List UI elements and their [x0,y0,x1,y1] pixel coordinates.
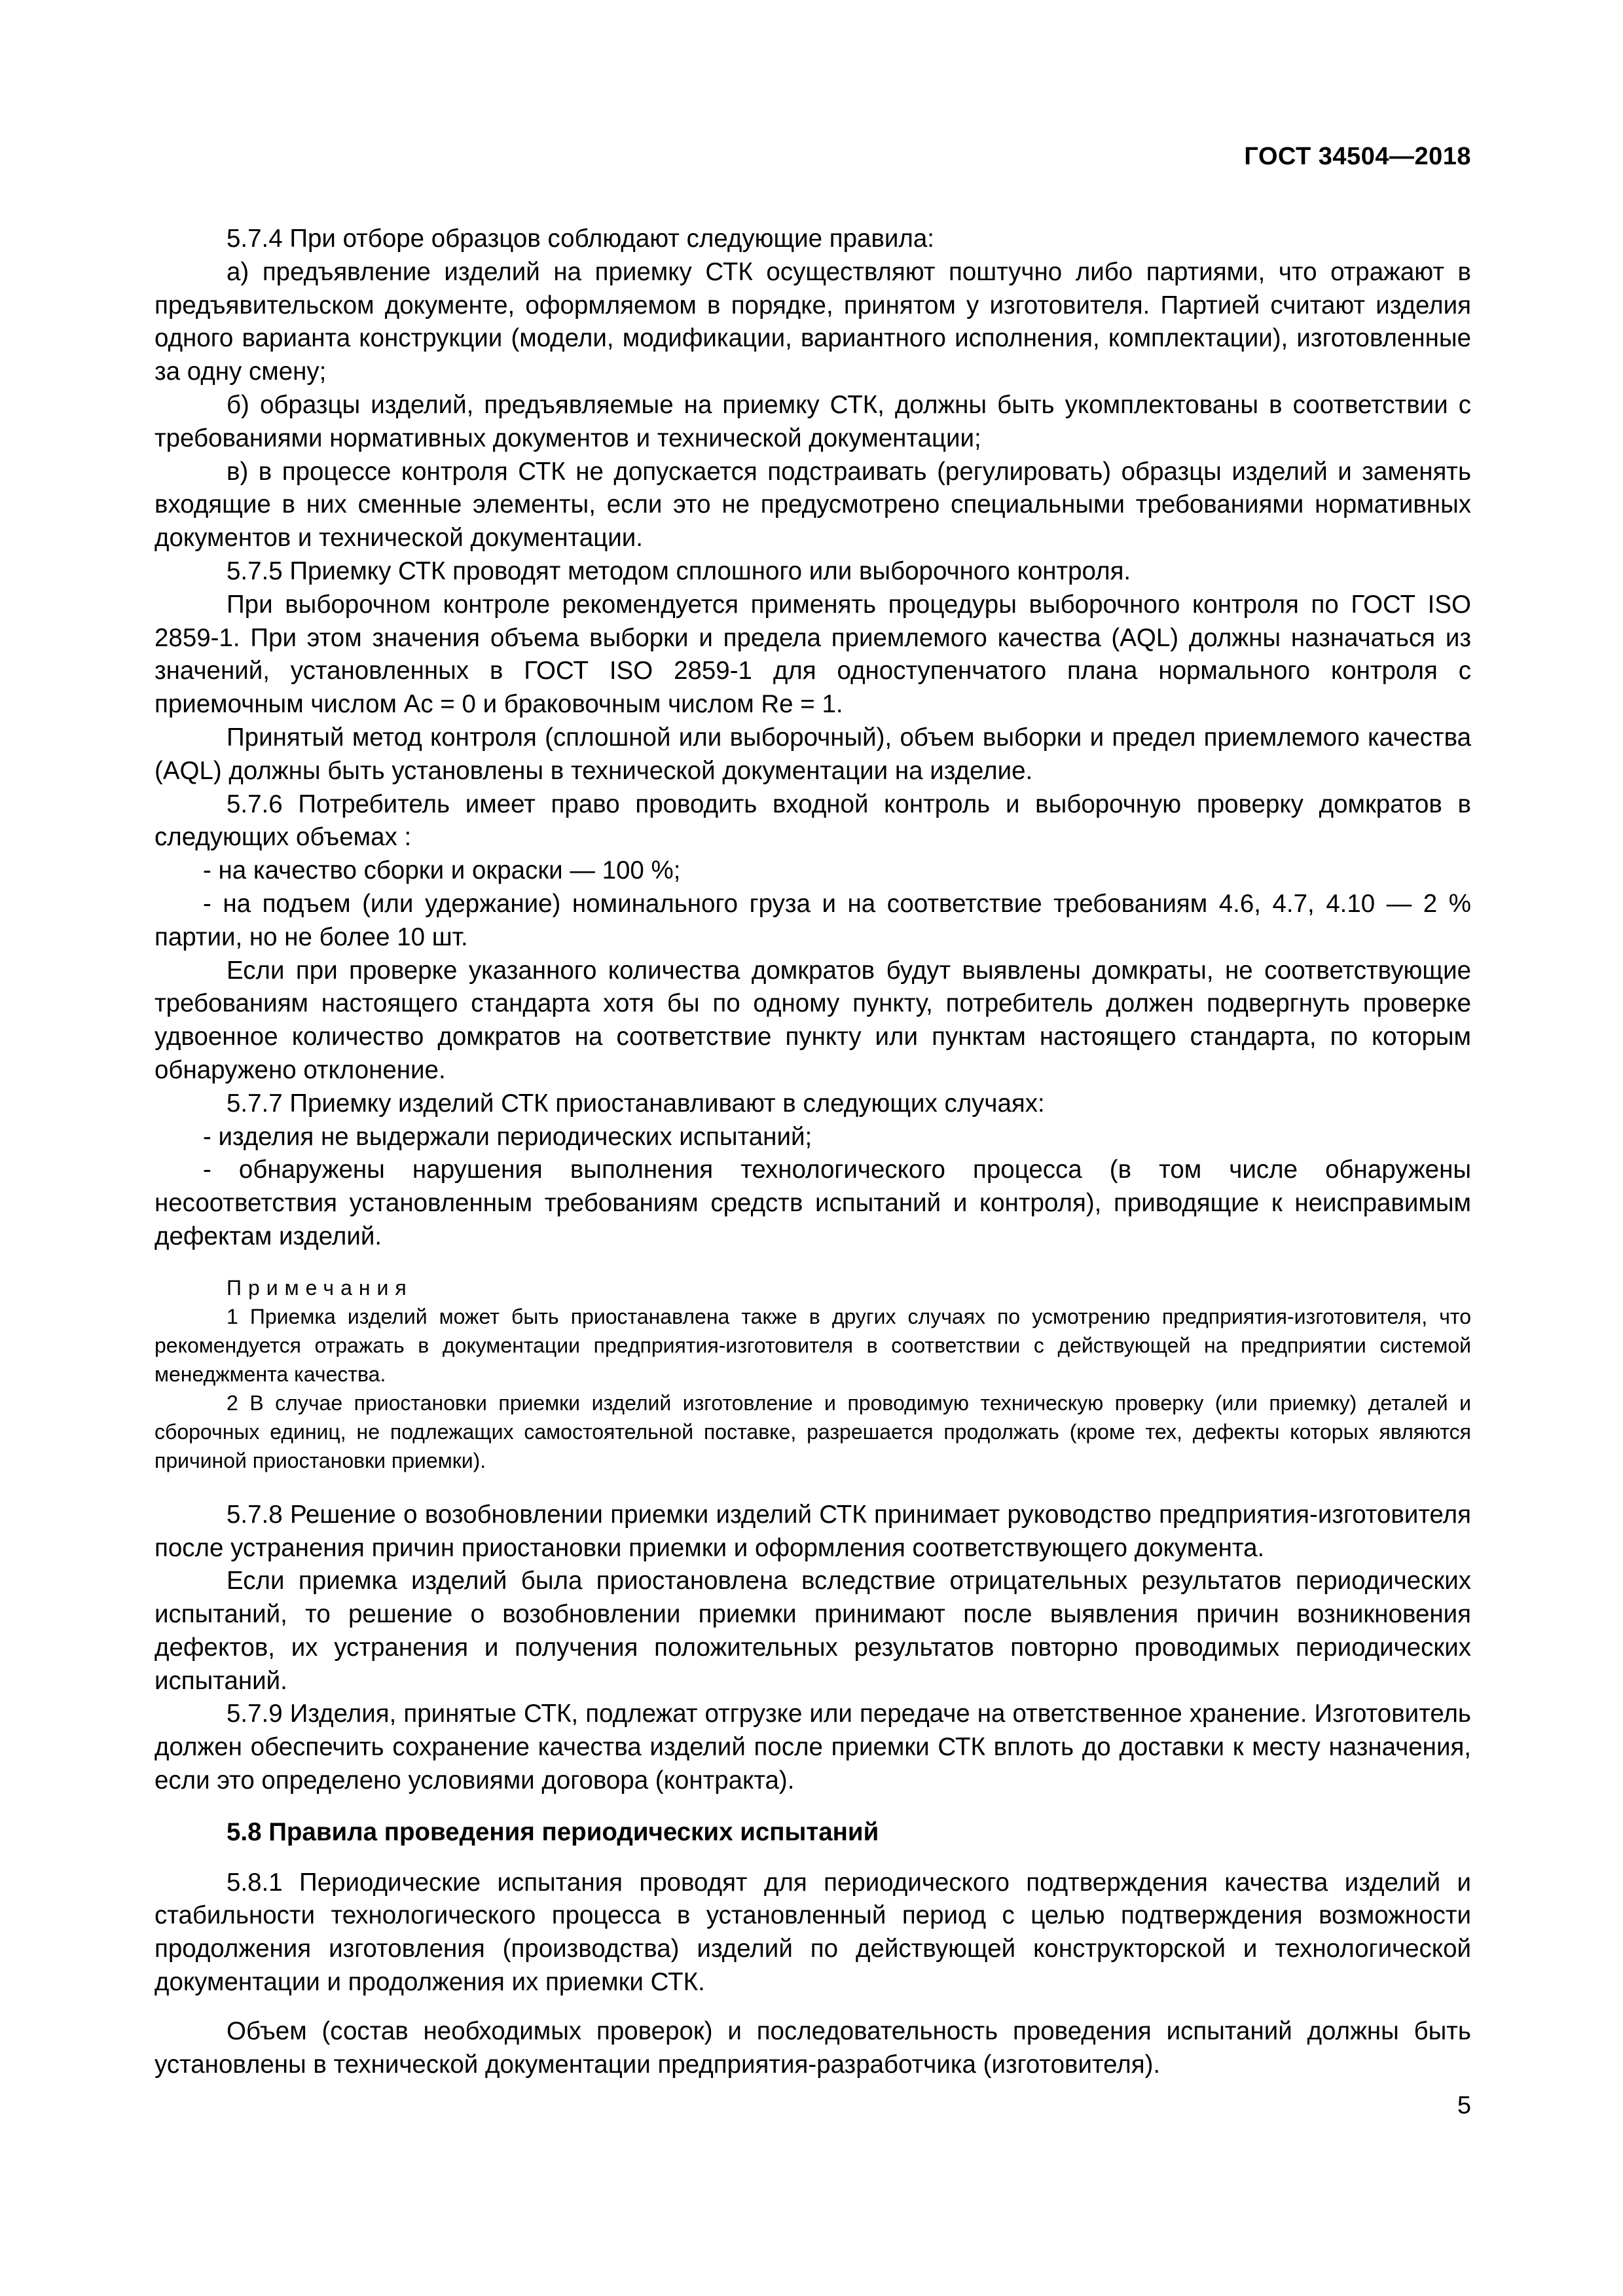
document-body [155,223,1471,2081]
clause-5-7-9: 5.7.9 Изделия, принятые СТК, подлежат отгрузке или передаче на ответственное хранение. Изготовитель должен обеспечить сохранение качества изделий после приемки СТК вплоть до доставки к месту назначения, если это определено условиями договора (контракта). [155,1700,1471,1795]
clause-5-7-4: 5.7.4 При отборе образцов соблюдают следующие правила: [227,225,934,253]
list-item-process-violation: - обнаружены нарушения выполнения технологического процесса (в том числе обнаружены несоответствия установленным требованиям средств испытаний и контроля), приводящие к неисправимым дефектам изделий. [155,1156,1471,1250]
notes-block [155,1273,1471,1475]
clause-5-7-6: 5.7.6 Потребитель имеет право проводить входной контроль и выборочную проверку домкратов в следующих объемах : [155,790,1471,852]
clause-5-8-1: 5.8.1 Периодические испытания проводят для периодического подтверждения качества изделий и стабильности технологического процесса в установленный период с целью подтверждения возможности продолжения изготовления (производства) изделий по действующей конструкторской и технологической документации и продолжения их приемки СТК. [155,1868,1471,1997]
clause-5-7-8: 5.7.8 Решение о возобновлении приемки изделий СТК принимает руководство предприятия-изготовителя после устранения причин приостановки приемки и оформления соответствующего документа. [155,1500,1471,1562]
section-5-8-heading: 5.8 Правила проведения периодических испытаний [227,1817,879,1846]
page-number: 5 [1457,2092,1471,2119]
list-item-assembly: - на качество сборки и окраски — 100 %; [203,856,681,885]
document-number-header: ГОСТ 34504—2018 [1244,143,1471,170]
paragraph-control-method: Принятый метод контроля (сплошной или выборочный), объем выборки и предел приемлемого качества (AQL) должны быть установлены в технической документации на изделие. [155,723,1471,785]
paragraph-nonconformity: Если при проверке указанного количества домкратов будут выявлены домкраты, не соответствующие требованиям настоящего стандарта хотя бы по одному пункту, потребитель должен подвергнуть проверке удвоенное количество домкратов на соответствие пункту или пунктам настоящего стандарта, по которым обнаружено отклонение. [155,956,1471,1084]
notes-title: Примечания [227,1275,413,1300]
paragraph-test-scope: Объем (состав необходимых проверок) и последовательность проведения испытаний должны быть установлены в технической документации предприятия-разработчика (изготовителя). [155,2016,1471,2079]
paragraph-sampling-control: При выборочном контроле рекомендуется применять процедуры выборочного контроля по ГОСТ ISO 2859-1. При этом значения объема выборки и предела приемлемого качества (AQL) должны назначаться из значений, установленных в ГОСТ ISO 2859-1 для одноступенчатого плана нормального контроля с приемочным числом Ac = 0 и браковочным числом Re = 1. [155,590,1471,719]
list-item-periodic-tests: - изделия не выдержали периодических испытаний; [203,1122,812,1151]
rule-c: в) в процессе контроля СТК не допускается подстраивать (регулировать) образцы изделий и заменять входящие в них сменные элементы, если это не предусмотрено специальными требованиями нормативных документов и технической документации. [155,457,1471,553]
note-1: 1 Приемка изделий может быть приостанавлена также в других случаях по усмотрению предприятия-изготовителя, что рекомендуется отражать в документации предприятия-изготовителя в соответствии с действующей на предприятии системой менеджмента качества. [155,1304,1471,1386]
rule-b: б) образцы изделий, предъявляемые на приемку СТК, должны быть укомплектованы в соответствии с требованиями нормативных документов и технической документации; [155,390,1471,452]
note-2: 2 В случае приостановки приемки изделий изготовление и проводимую техническую проверку (или приемку) деталей и сборочных единиц, не подлежащих самостоятельной поставке, разрешается продолжать (кроме тех, дефекты которых являются причиной приостановки приемки). [155,1391,1471,1472]
clause-5-7-5: 5.7.5 Приемку СТК проводят методом сплошного или выборочного контроля. [227,556,1131,585]
rule-a: а) предъявление изделий на приемку СТК осуществляют поштучно либо партиями, что отражают в предъявительском документе, оформляемом в порядке, принятом у изготовителя. Партией считают изделия одного варианта конструкции (модели, модификации, вариантного исполнения, комплектации), изготовленные за одну смену; [155,257,1471,386]
clause-5-7-7: 5.7.7 Приемку изделий СТК приостанавливают в следующих случаях: [227,1089,1045,1118]
paragraph-resumption: Если приемка изделий была приостановлена вследствие отрицательных результатов периодических испытаний, то решение о возобновлении приемки принимают после выявления причин возникновения дефектов, их устранения и получения положительных результатов повторно проводимых периодических испытаний. [155,1567,1471,1695]
list-item-lifting: - на подъем (или удержание) номинального груза и на соответствие требованиям 4.6, 4.7, 4.10 — 2 % партии, но не более 10 шт. [155,889,1471,951]
